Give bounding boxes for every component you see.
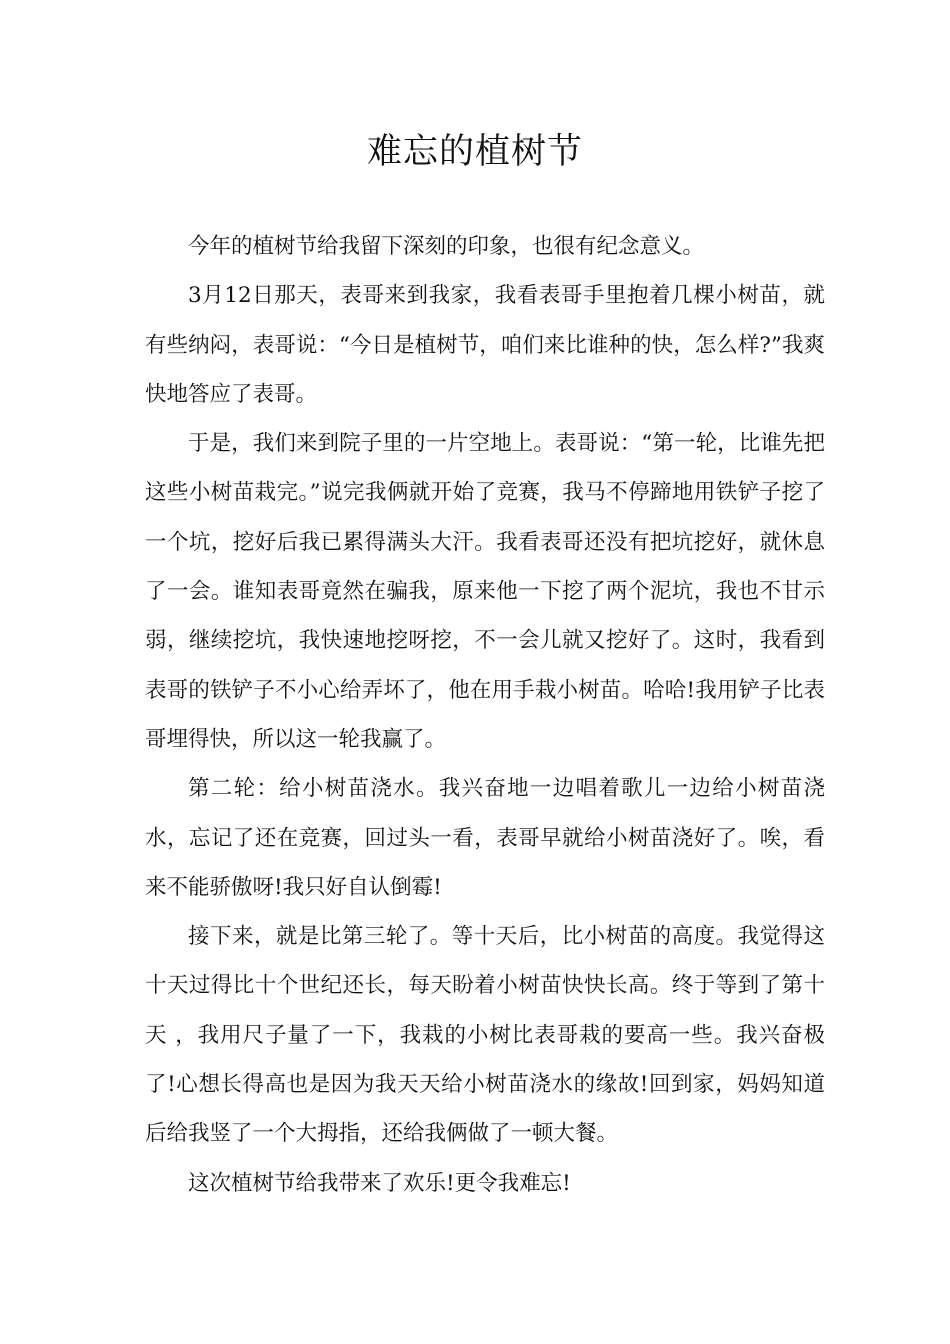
paragraph: 接下来，就是比第三轮了。等十天后，比小树苗的高度。我觉得这十天过得比十个世纪还长，每天盼着小树苗快快长高。终于等到了第十天 ，我用尺子量了一下，我栽的小树比表哥栽的要高一些。我兴奋极了!心想长得高也是因为我天天给小树苗浇水的缘故!回到家，妈妈知道后给我竖了一个大拇指，还给我俩做了一顿大餐。: [145, 924, 825, 1147]
document-title: 难忘的植树节: [366, 132, 583, 172]
paragraph: 3月12日那天，表哥来到我家，我看表哥手里抱着几棵小树苗，就有些纳闷，表哥说：“今日是植树节，咱们来比谁种的快，怎么样?”我爽快地答应了表哥。: [145, 283, 825, 407]
document-body: [145, 222, 825, 1208]
paragraph: 这次植树节给我带来了欢乐!更令我难忘!: [188, 1170, 571, 1196]
paragraph: 第二轮：给小树苗浇水。我兴奋地一边唱着歌儿一边给小树苗浇水，忘记了还在竞赛，回过头一看，表哥早就给小树苗浇好了。唉，看来不能骄傲呀!我只好自认倒霉!: [145, 776, 825, 900]
paragraph: 于是，我们来到院子里的一片空地上。表哥说：“第一轮，比谁先把这些小树苗栽完。”说完我俩就开始了竞赛，我马不停蹄地用铁铲子挖了一个坑，挖好后我已累得满头大汗。我看表哥还没有把坑挖好，就休息了一会。谁知表哥竟然在骗我，原来他一下挖了两个泥坑，我也不甘示弱，继续挖坑，我快速地挖呀挖，不一会儿就又挖好了。这时，我看到表哥的铁铲子不小心给弄坏了，他在用手栽小树苗。哈哈!我用铲子比表哥埋得快，所以这一轮我赢了。: [145, 431, 825, 752]
paragraph: 今年的植树节给我留下深刻的印象，也很有纪念意义。: [188, 234, 705, 259]
